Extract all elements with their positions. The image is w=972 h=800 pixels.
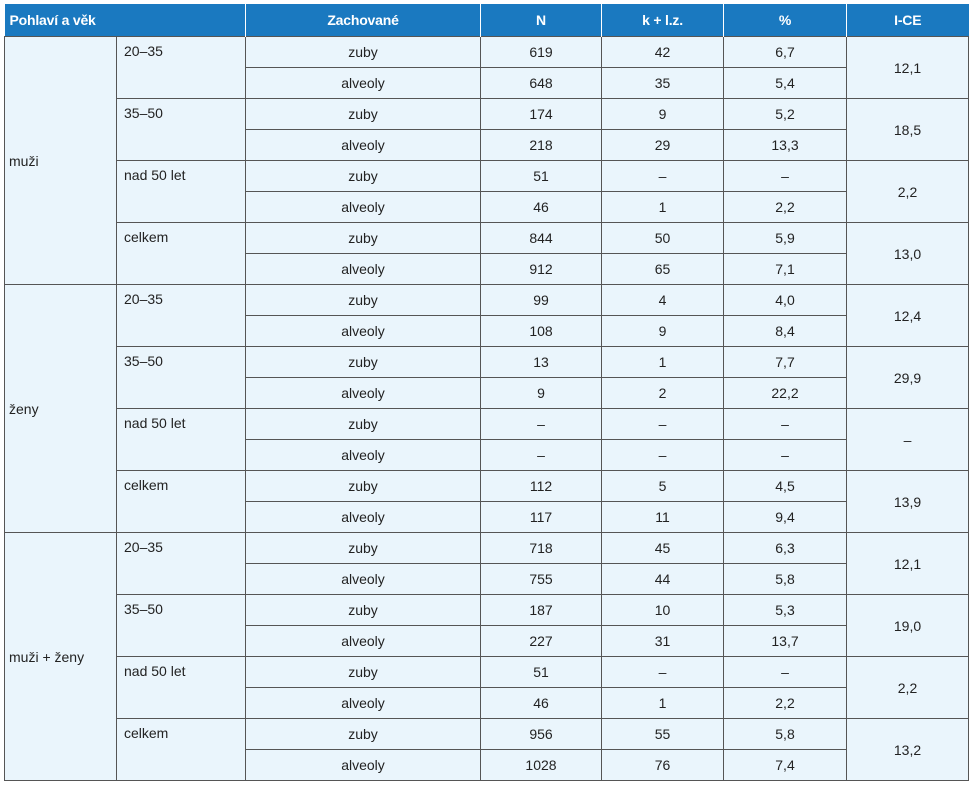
zachovane-cell: alveoly (246, 440, 481, 471)
k-lz-cell: – (602, 657, 724, 688)
ice-cell: 12,4 (847, 285, 969, 347)
n-cell: 13 (481, 347, 602, 378)
zachovane-cell: alveoly (246, 750, 481, 781)
header-n: N (481, 4, 602, 37)
percent-cell: 5,8 (724, 564, 847, 595)
percent-cell: 7,1 (724, 254, 847, 285)
zachovane-cell: zuby (246, 161, 481, 192)
percent-cell: 4,0 (724, 285, 847, 316)
zachovane-cell: zuby (246, 719, 481, 750)
n-cell: 46 (481, 192, 602, 223)
n-cell: 718 (481, 533, 602, 564)
n-cell: 112 (481, 471, 602, 502)
age-label: celkem (117, 223, 246, 285)
percent-cell: 5,9 (724, 223, 847, 254)
zachovane-cell: zuby (246, 285, 481, 316)
table-row (5, 99, 969, 130)
zachovane-cell: alveoly (246, 688, 481, 719)
zachovane-cell: alveoly (246, 192, 481, 223)
percent-cell: 5,8 (724, 719, 847, 750)
k-lz-cell: 11 (602, 502, 724, 533)
table-body (5, 37, 969, 781)
n-cell: 227 (481, 626, 602, 657)
n-cell: 46 (481, 688, 602, 719)
n-cell: 108 (481, 316, 602, 347)
age-label: celkem (117, 719, 246, 781)
k-lz-cell: 44 (602, 564, 724, 595)
n-cell: 1028 (481, 750, 602, 781)
zachovane-cell: zuby (246, 657, 481, 688)
table-row (5, 719, 969, 750)
zachovane-cell: alveoly (246, 130, 481, 161)
zachovane-cell: zuby (246, 99, 481, 130)
percent-cell: – (724, 161, 847, 192)
k-lz-cell: 5 (602, 471, 724, 502)
zachovane-cell: zuby (246, 347, 481, 378)
k-lz-cell: 9 (602, 99, 724, 130)
ice-cell: 29,9 (847, 347, 969, 409)
zachovane-cell: alveoly (246, 502, 481, 533)
age-label: 20–35 (117, 533, 246, 595)
percent-cell: 5,3 (724, 595, 847, 626)
percent-cell: 2,2 (724, 192, 847, 223)
k-lz-cell: 35 (602, 68, 724, 99)
ice-cell: 12,1 (847, 533, 969, 595)
zachovane-cell: alveoly (246, 378, 481, 409)
k-lz-cell: 1 (602, 347, 724, 378)
percent-cell: 4,5 (724, 471, 847, 502)
k-lz-cell: 55 (602, 719, 724, 750)
header-k-lz: k + l.z. (602, 4, 724, 37)
age-label: nad 50 let (117, 657, 246, 719)
k-lz-cell: 4 (602, 285, 724, 316)
age-label: 20–35 (117, 285, 246, 347)
table-row (5, 657, 969, 688)
age-label: 35–50 (117, 99, 246, 161)
table-row (5, 471, 969, 502)
n-cell: 9 (481, 378, 602, 409)
table-row (5, 161, 969, 192)
n-cell: – (481, 440, 602, 471)
zachovane-cell: zuby (246, 471, 481, 502)
group-label: muži (5, 37, 117, 285)
percent-cell: 8,4 (724, 316, 847, 347)
k-lz-cell: 1 (602, 688, 724, 719)
age-label: nad 50 let (117, 409, 246, 471)
percent-cell: 7,7 (724, 347, 847, 378)
k-lz-cell: – (602, 409, 724, 440)
age-label: celkem (117, 471, 246, 533)
header-ice: I-CE (847, 4, 969, 37)
percent-cell: 22,2 (724, 378, 847, 409)
n-cell: 619 (481, 37, 602, 68)
n-cell: 218 (481, 130, 602, 161)
table-row (5, 223, 969, 254)
zachovane-cell: alveoly (246, 626, 481, 657)
k-lz-cell: 65 (602, 254, 724, 285)
k-lz-cell: 9 (602, 316, 724, 347)
age-label: 35–50 (117, 347, 246, 409)
n-cell: 99 (481, 285, 602, 316)
ice-cell: 19,0 (847, 595, 969, 657)
n-cell: – (481, 409, 602, 440)
header-zachovane: Zachované (246, 4, 481, 37)
zachovane-cell: zuby (246, 37, 481, 68)
n-cell: 755 (481, 564, 602, 595)
k-lz-cell: – (602, 161, 724, 192)
zachovane-cell: alveoly (246, 254, 481, 285)
percent-cell: 13,7 (724, 626, 847, 657)
age-label: 35–50 (117, 595, 246, 657)
ice-cell: 18,5 (847, 99, 969, 161)
header-pohlavi-a-vek: Pohlaví a věk (5, 4, 246, 37)
table-row (5, 347, 969, 378)
percent-cell: – (724, 409, 847, 440)
table-row (5, 409, 969, 440)
percent-cell: 9,4 (724, 502, 847, 533)
zachovane-cell: zuby (246, 595, 481, 626)
zachovane-cell: alveoly (246, 316, 481, 347)
k-lz-cell: 76 (602, 750, 724, 781)
age-label: nad 50 let (117, 161, 246, 223)
ice-cell: – (847, 409, 969, 471)
header-percent: % (724, 4, 847, 37)
zachovane-cell: zuby (246, 533, 481, 564)
ice-cell: 12,1 (847, 37, 969, 99)
group-label: ženy (5, 285, 117, 533)
n-cell: 187 (481, 595, 602, 626)
k-lz-cell: 31 (602, 626, 724, 657)
table-row (5, 595, 969, 626)
k-lz-cell: – (602, 440, 724, 471)
percent-cell: 5,4 (724, 68, 847, 99)
n-cell: 648 (481, 68, 602, 99)
ice-cell: 2,2 (847, 657, 969, 719)
age-label: 20–35 (117, 37, 246, 99)
zachovane-cell: alveoly (246, 564, 481, 595)
percent-cell: 6,7 (724, 37, 847, 68)
ice-cell: 13,0 (847, 223, 969, 285)
group-label: muži + ženy (5, 533, 117, 781)
n-cell: 51 (481, 657, 602, 688)
n-cell: 844 (481, 223, 602, 254)
percent-cell: 2,2 (724, 688, 847, 719)
ice-cell: 13,9 (847, 471, 969, 533)
percent-cell: – (724, 440, 847, 471)
zachovane-cell: alveoly (246, 68, 481, 99)
k-lz-cell: 1 (602, 192, 724, 223)
k-lz-cell: 45 (602, 533, 724, 564)
header-row (5, 4, 969, 37)
percent-cell: 13,3 (724, 130, 847, 161)
n-cell: 117 (481, 502, 602, 533)
n-cell: 51 (481, 161, 602, 192)
n-cell: 912 (481, 254, 602, 285)
percent-cell: 7,4 (724, 750, 847, 781)
table-row (5, 533, 969, 564)
table-row (5, 37, 969, 68)
n-cell: 956 (481, 719, 602, 750)
zachovane-cell: zuby (246, 409, 481, 440)
table-row (5, 285, 969, 316)
k-lz-cell: 29 (602, 130, 724, 161)
data-table (4, 4, 969, 781)
n-cell: 174 (481, 99, 602, 130)
ice-cell: 2,2 (847, 161, 969, 223)
k-lz-cell: 42 (602, 37, 724, 68)
ice-cell: 13,2 (847, 719, 969, 781)
percent-cell: 6,3 (724, 533, 847, 564)
k-lz-cell: 2 (602, 378, 724, 409)
k-lz-cell: 50 (602, 223, 724, 254)
percent-cell: – (724, 657, 847, 688)
zachovane-cell: zuby (246, 223, 481, 254)
data-table-container (4, 4, 968, 781)
percent-cell: 5,2 (724, 99, 847, 130)
k-lz-cell: 10 (602, 595, 724, 626)
